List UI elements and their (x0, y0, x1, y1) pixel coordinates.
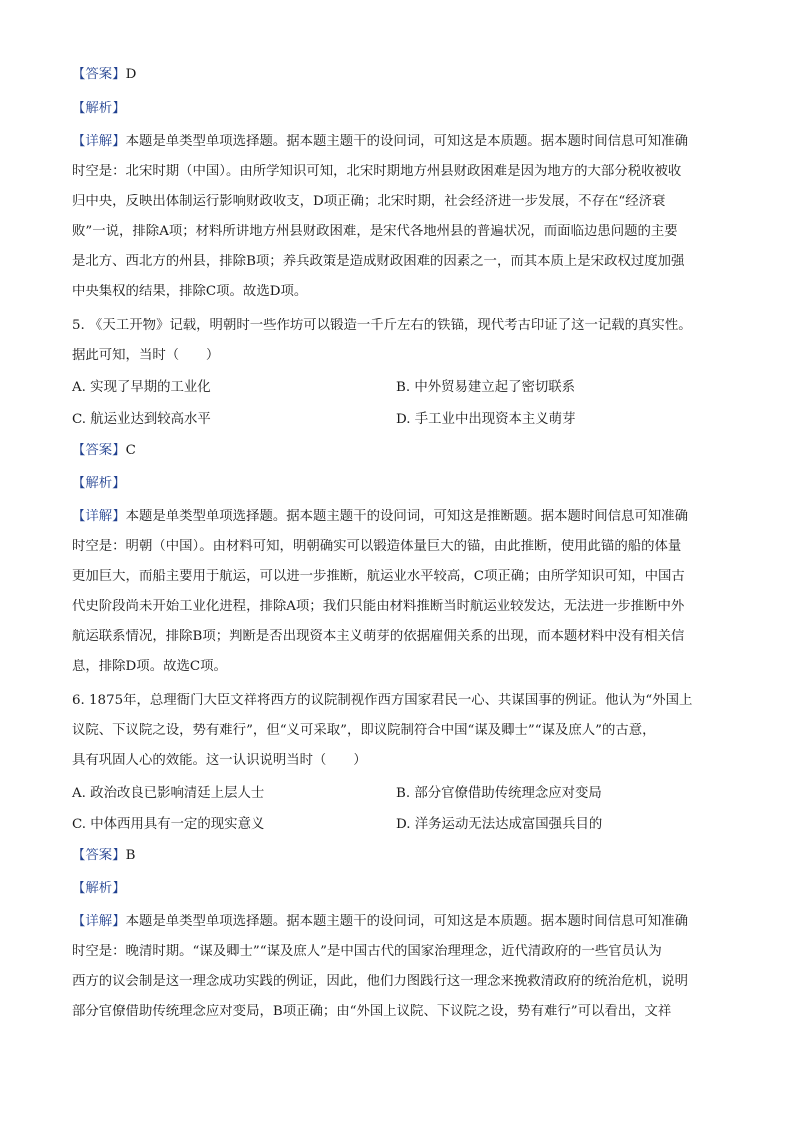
q5-stem-line: 据此可知，当时（ ） (72, 348, 220, 363)
q6-detail-tag: 【详解】 (72, 914, 126, 929)
q5-detail-line: 更加巨大，而船主要用于航运，可以进一步推断，航运业水平较高，C项正确；由所学知识可知，中国古 (72, 569, 685, 584)
q4-detail-line: 【详解】本题是单类型单项选择题。据本题主题干的设问词，可知这是本质题。据本题时间信息可知准确 (72, 134, 688, 149)
q6-detail-line: 西方的议会制是这一理念成功实践的例证，因此，他们力图践行这一理念来挽救清政府的统治危机，说明 (72, 974, 688, 989)
q6-answer-tag: 【答案】 (72, 848, 126, 863)
q5-option-a: A. 实现了早期的工业化 (72, 380, 211, 395)
q4-answer (72, 67, 724, 83)
q4-detail-line: 中央集权的结果，排除C项。故选D项。 (72, 284, 308, 299)
q5-detail-line: 时空是：明朝（中国）。由材料可知，明朝确实可以锻造体量巨大的锚，由此推断，使用此锚的船的体量 (72, 539, 682, 554)
q4-detail-line: 归中央，反映出体制运行影响财政收支，D项正确；北宋时期，社会经济进一步发展，不存在“经济衰 (72, 194, 666, 209)
q6-option-b: B. 部分官僚借助传统理念应对变局 (396, 786, 602, 801)
q4-detail-tag: 【详解】 (72, 134, 126, 149)
q4-answer-value: D (125, 67, 137, 82)
q6-detail-line: 【详解】本题是单类型单项选择题。据本题主题干的设问词，可知这是本质题。据本题时间信息可知准确 (72, 914, 688, 929)
q6-detail-line: 时空是：晚清时期。“谋及卿士”“谋及庶人”是中国古代的国家治理理念，近代清政府的一些官员认为 (72, 944, 662, 959)
q5-detail-line: 代史阶段尚未开始工业化进程，排除A项；我们只能由材料推断当时航运业较发达，无法进一步推断中外 (72, 599, 685, 614)
q5-detail-line: 息，排除D项。故选C项。 (72, 659, 227, 674)
q6-option-d: D. 洋务运动无法达成富国强兵目的 (396, 817, 603, 832)
q5-option-b: B. 中外贸易建立起了密切联系 (396, 380, 576, 395)
q5-answer-tag: 【答案】 (72, 443, 126, 458)
q6-stem-line: 议院、下议院之设，势有难行”，但“义可采取”，即议院制符合中国“谋及卿士”“谋及庶人”的古意， (72, 723, 656, 738)
q5-detail-line: 航运联系情况，排除B项；判断是否出现资本主义萌芽的依据雇佣关系的出现，而本题材料中没有相关信 (72, 629, 685, 644)
q6-option-c: C. 中体西用具有一定的现实意义 (72, 817, 265, 832)
q6-answer (72, 848, 724, 864)
q5-detail-tag: 【详解】 (72, 509, 126, 524)
q4-detail-line: 败”一说，排除A项；材料所讲地方州县财政困难，是宋代各地州县的普遍状况，而面临边患问题的主要 (72, 224, 678, 239)
q6-detail-line: 部分官僚借助传统理念应对变局，B项正确；由“外国上议院、下议院之设，势有难行”可以看出，文祥 (72, 1004, 672, 1019)
q4-answer-tag: 【答案】 (72, 67, 126, 82)
q4-analysis-tag: 【解析】 (72, 101, 126, 116)
q6-stem-line: 6. 1875年，总理衙门大臣文祥将西方的议院制视作西方国家君民一心、共谋国事的例证。他认为“外国上 (72, 693, 693, 708)
q6-option-a: A. 政治改良已影响清廷上层人士 (72, 786, 265, 801)
q6-answer-value: B (125, 848, 136, 863)
q5-analysis-tag: 【解析】 (72, 476, 126, 491)
q5-answer (72, 443, 724, 459)
q5-stem-line: 5. 《天工开物》记载，明朝时一些作坊可以锻造一千斤左右的铁锚，现代考古印证了这一记载的真实性。 (72, 318, 692, 333)
q5-option-c: C. 航运业达到较高水平 (72, 412, 211, 427)
q5-answer-value: C (125, 443, 136, 458)
q6-analysis-tag: 【解析】 (72, 881, 126, 896)
q6-stem-line: 具有巩固人心的效能。这一认识说明当时（ ） (72, 753, 367, 768)
q5-detail-line: 【详解】本题是单类型单项选择题。据本题主题干的设问词，可知这是推断题。据本题时间信息可知准确 (72, 509, 688, 524)
q4-detail-line: 是北方、西北方的州县，排除B项；养兵政策是造成财政困难的因素之一，而其本质上是宋政权过度加强 (72, 254, 685, 269)
q4-detail-line: 时空是：北宋时期（中国）。由所学知识可知，北宋时期地方州县财政困难是因为地方的大部分税收被收 (72, 164, 682, 179)
q5-option-d: D. 手工业中出现资本主义萌芽 (396, 412, 576, 427)
